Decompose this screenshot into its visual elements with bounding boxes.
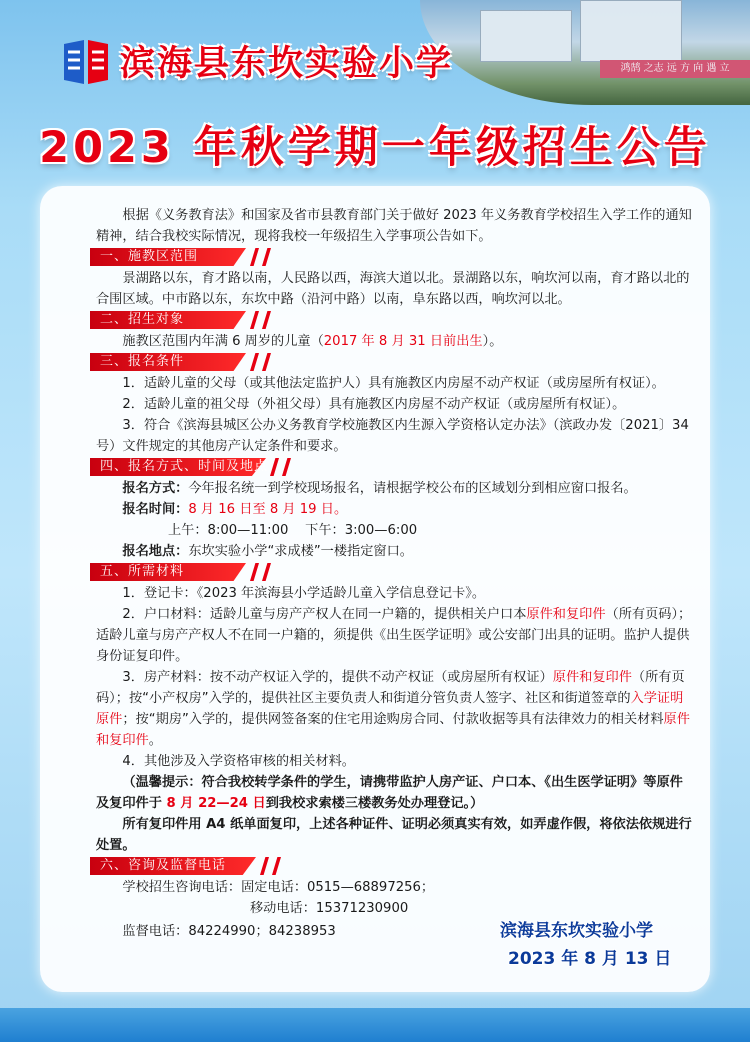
condition-item: 1．适龄儿童的父母（或其他法定监护人）具有施教区内房屋不动产权证（或房屋所有权证）。 [122,376,665,391]
notice-body [96,205,696,942]
page-title: 2023 年秋学期一年级招生公告 [39,123,711,173]
section-header-scope: 一、施教区范围 [90,248,278,266]
section-header-target: 二、招生对象 [90,311,278,329]
material-item: 4．其他涉及入学资格审核的相关材料。 [122,754,355,769]
supervise-phone: 监督电话：84224990；84238953 [122,924,336,939]
material-item: 2．户口材料：适龄儿童与房产产权人在同一户籍的，提供相关户口本原件和复印件（所有页码）；适龄儿童与房产产权人不在同一户籍的，须提供《出生医学证明》或公安部门出具的证明。监护人提供身份证复印件。 [96,607,692,664]
school-logo-icon [60,38,112,88]
section-header-contact: 六、咨询及监督电话 [90,857,278,875]
bottom-band [0,1008,750,1042]
building-banner: 鸿鹄 之志 远 方 向 遇 立 [600,60,750,78]
copy-note: 所有复印件用 A4 纸单面复印，上述各种证件、证明必须真实有效，如弄虚作假，将依法依规进行处置。 [96,817,692,853]
warm-tip: （温馨提示：符合我校转学条件的学生，请携带监护人房产证、户口本、《出生医学证明》等原件及复印件于 8 月 22—24 日到我校求索楼三楼教务处办理登记。） [96,775,683,811]
school-name: 滨海县东坎实验小学 [120,44,454,84]
section-header-materials: 五、所需材料 [90,563,278,581]
material-item: 1．登记卡：《2023 年滨海县小学适龄儿童入学信息登记卡》。 [122,586,486,601]
registration-place: 报名地点：东坎实验小学“求成楼”一楼指定窗口。 [122,544,413,559]
registration-method: 报名方式：今年报名统一到学校现场报名，请根据学校公布的区域划分到相应窗口报名。 [122,481,637,496]
intro-text: 根据《义务教育法》和国家及省市县教育部门关于做好 2023 年义务教育学校招生入学工作的通知精神，结合我校实际情况，现将我校一年级招生入学事项公告如下。 [96,208,692,244]
material-item: 3．房产材料：按不动产权证入学的，提供不动产权证（或房屋所有权证）原件和复印件（所有页码）；按“小产权房”入学的，提供社区主要负责人和街道分管负责人签字、社区和街道签章的入学证明原件；按“期房”入学的，提供网签备案的住宅用途购房合同、付款收据等具有法律效力的相关材料原件和复印件。 [96,670,690,748]
section-header-conditions: 三、报名条件 [90,353,278,371]
target-text: 施教区范围内年满 6 周岁的儿童（2017 年 8 月 31 日前出生）。 [122,334,503,349]
registration-hours: 上午：8:00—11:00 下午：3:00—6:00 [168,523,418,538]
condition-item: 2．适龄儿童的祖父母（外祖父母）具有施教区内房屋不动产权证（或房屋所有权证）。 [122,397,626,412]
section-header-registration: 四、报名方式、时间及地点 [90,458,278,476]
registration-time: 报名时间：8 月 16 日至 8 月 19 日。 [122,502,348,517]
consult-phone: 学校招生咨询电话：固定电话：0515—68897256； [122,880,435,895]
scope-text: 景湖路以东，育才路以南，人民路以西，海滨大道以北。景湖路以东，响坎河以南，育才路以北的合围区域。中市路以东，东坎中路（沿河中路）以南，阜东路以西，响坎河以北。 [96,271,690,307]
footer-school-name: 滨海县东坎实验小学 [500,921,653,941]
campus-photo [420,0,750,105]
footer-date: 2023 年 8 月 13 日 [508,949,672,969]
mobile-phone: 移动电话：15371230900 [250,901,409,916]
condition-item: 3．符合《滨海县城区公办义务教育学校施教区内生源入学资格认定办法》（滨政办发〔2021〕34 号）文件规定的其他房产认定条件和要求。 [96,418,689,454]
